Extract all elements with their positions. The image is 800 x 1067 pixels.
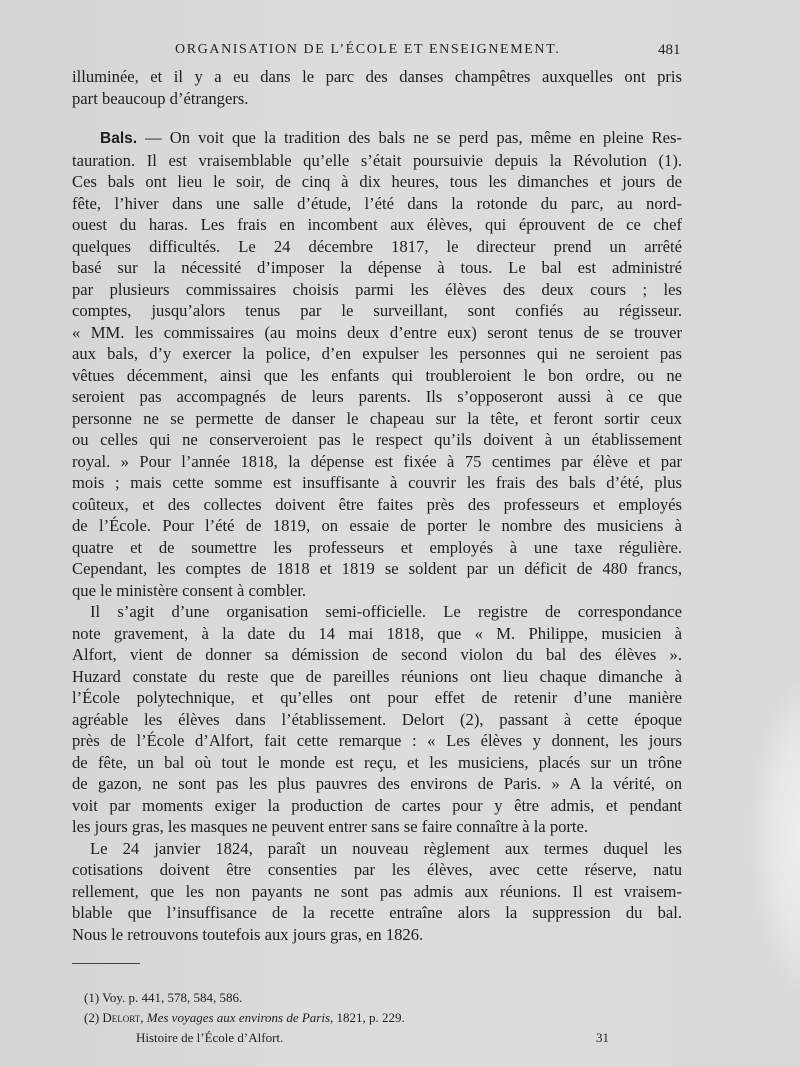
paragraph-4 [72, 838, 682, 946]
text-line: ou celles qui ne conserveroient pas le respect qu’ils doivent à un établissement [72, 430, 682, 449]
text-line: seroient pas accompagnés de leurs parents. Ils s’opposeront aussi à ce que [72, 387, 682, 406]
text-line: Nous le retrouvons toutefois aux jours gras, en 1826. [72, 924, 424, 944]
page-corner-shadow [750, 677, 800, 997]
text-line: Ces bals ont lieu le soir, de cinq à dix heures, tous les dimanches et jours de [72, 172, 682, 191]
text-line-rest: — On voit que la tradition des bals ne se perd pas, même en pleine Res- [137, 128, 682, 147]
section-heading-bals: Bals. [100, 130, 138, 147]
text-line: voit par moments exiger la production de cartes pour y être admis, et pendant [72, 795, 682, 815]
text-line: par plusieurs commissaires choisis parmi les élèves des deux cours ; les [72, 279, 682, 299]
footnote-divider [72, 963, 140, 964]
text-line: cotisations doivent être consenties par les élèves, avec cette réserve, natu [72, 860, 682, 879]
text-line: Le 24 janvier 1824, paraît un nouveau règlement aux termes duquel les [90, 838, 682, 858]
footnote-2-rest: , 1821, p. 229. [330, 1010, 405, 1025]
text-line: mois ; mais cette somme est insuffisante à couvrir les frais des bals d’été, plus [72, 473, 682, 492]
footnote-2-title: Mes voyages aux environs de Paris [146, 1010, 331, 1025]
footnote-2-sep: , [140, 1010, 147, 1025]
text-line: quelques difficultés. Le 24 décembre 1817, le directeur prend un arrêté [72, 236, 682, 256]
footer-book-title: Histoire de l’École d’Alfort. [136, 1030, 284, 1045]
text-line: l’École polytechnique, et qu’elles ont pour effet de retenir d’une manière [72, 688, 682, 707]
text-line: blable que l’insuffisance de la recette entraîne alors la suppression du bal. [72, 903, 682, 922]
text-line: aux bals, d’y exercer la police, d’en expulser les personnes qui ne seroient pas [72, 344, 682, 363]
footnote-2-author: Delort [102, 1010, 141, 1025]
text-line: Cependant, les comptes de 1818 et 1819 se soldent par un déficit de 480 francs, [72, 559, 682, 578]
footnote-1: (1) Voy. p. 441, 578, 584, 586. [84, 990, 243, 1005]
text-line: tauration. Il est vraisemblable qu’elle s’était poursuivie depuis la Révolution (1). [72, 150, 682, 170]
text-line: que le ministère consent à combler. [72, 580, 307, 600]
text-line: comptes, jusqu’alors tenus par le surveillant, sont confiés au régisseur. [72, 301, 682, 320]
text-line: fête, l’hiver dans une salle d’étude, l’été dans la rotonde du parc, au nord- [72, 193, 682, 213]
text-line: note gravement, à la date du 14 mai 1818, que « M. Philippe, musicien à [72, 623, 682, 643]
text-line: quatre et de soumettre les professeurs et employés à une taxe régulière. [72, 537, 682, 557]
text-line: illuminée, et il y a eu dans le parc des danses champêtres auxquelles ont pris [72, 67, 682, 86]
text-line: près de l’École d’Alfort, fait cette remarque : « Les élèves y donnent, les jours [72, 731, 682, 750]
text-line: royal. » Pour l’année 1818, la dépense est fixée à 75 centimes par élève et par [72, 451, 682, 471]
page-number: 481 [658, 42, 681, 58]
footnote-2 [84, 1008, 644, 1028]
text-line: coûteux, et des collectes doivent être faites près des professeurs et employés [72, 494, 682, 514]
footnotes [84, 988, 644, 1028]
text-line: personne ne se permette de danser le chapeau sur la tête, et feront sortir ceux [72, 408, 682, 428]
body-text [72, 66, 682, 945]
footer-signature: 31 [596, 1030, 609, 1045]
text-line: « MM. les commissaires (au moins deux d’entre eux) seront tenus de se trouver [72, 322, 682, 342]
text-line [72, 127, 682, 150]
text-line: ouest du haras. Les frais en incombent aux élèves, qui éprouvent de ce chef [72, 215, 682, 234]
text-line: de l’École. Pour l’été de 1819, on essaie de porter le nombre des musiciens à [72, 516, 682, 535]
text-line: rellement, que les non payants ne sont pas admis aux réunions. Il est vraisem- [72, 881, 682, 901]
paragraph-bals [72, 127, 682, 601]
text-line: basé sur la nécessité d’imposer la dépense à tous. Le bal est administré [72, 258, 682, 277]
text-line: agréable les élèves dans l’établissement. Delort (2), passant à cette époque [72, 709, 682, 729]
text-line: de fête, un bal où tout le monde est reçu, et les musiciens, placés sur un trône [72, 752, 682, 772]
running-title: ORGANISATION DE L’ÉCOLE ET ENSEIGNEMENT. [175, 42, 561, 57]
text-line: Alfort, vient de donner sa démission de second violon du bal des élèves ». [72, 645, 682, 664]
text-line: de gazon, ne sont pas les plus pauvres des environs de Paris. » A la vérité, on [72, 774, 682, 793]
paragraph-3 [72, 601, 682, 838]
text-line: Huzard constate du reste que de pareilles réunions ont lieu chaque dimanche à [72, 666, 682, 686]
text-line: les jours gras, les masques ne peuvent entrer sans se faire connaître à la porte. [72, 817, 589, 836]
text-line: Il s’agit d’une organisation semi-officielle. Le registre de correspondance [90, 602, 682, 621]
footnote-2-mark: (2) [84, 1010, 103, 1025]
paragraph-1 [72, 66, 682, 109]
text-line: part beaucoup d’étrangers. [72, 88, 249, 108]
text-line: vêtues décemment, ainsi que les enfants qui troubleroient le bon ordre, ou ne [72, 365, 682, 385]
